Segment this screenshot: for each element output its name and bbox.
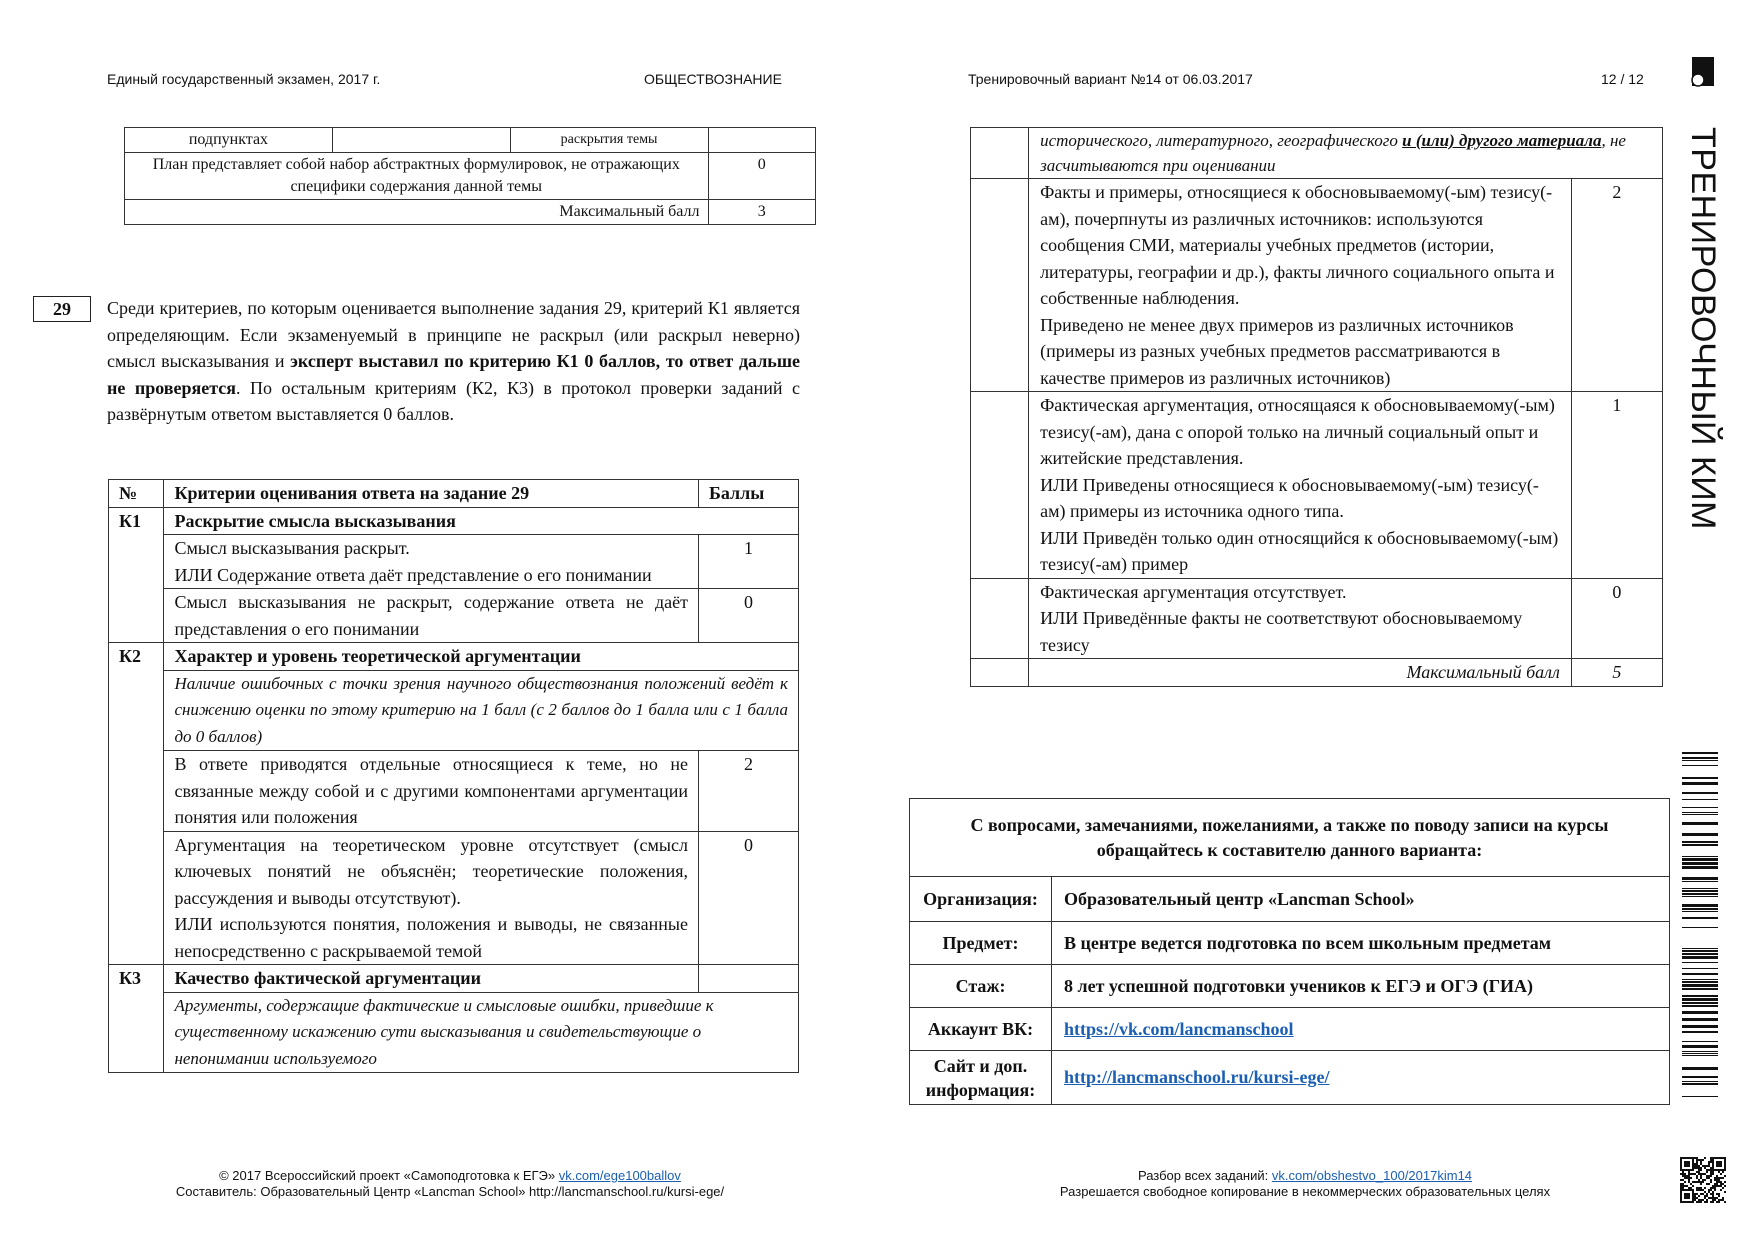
site-value (1052, 1051, 1670, 1105)
k1-row1-text: Смысл высказывания раскрыт. ИЛИ Содержание ответа даёт представление о его понимании (164, 535, 699, 589)
experience-label: Стаж: (910, 965, 1052, 1008)
k3-r1-blank (971, 179, 1029, 392)
cont-cell-4 (708, 128, 816, 153)
k3-note-continued: исторического, литературного, географического и (или) другого материала, не засчитываются при оценивании (1029, 128, 1663, 179)
footer-analysis-link[interactable]: vk.com/obshestvo_100/2017kim14 (1271, 1168, 1473, 1183)
k2-title: Характер и уровень теоретической аргументации (164, 643, 799, 671)
k3-r2-blank (971, 392, 1029, 579)
contact-info-table (909, 798, 1670, 1105)
max-score-label: Максимальный балл (125, 200, 709, 225)
k3-row3-score: 0 (1571, 578, 1662, 659)
k1-code: К1 (109, 507, 164, 643)
site-label: Сайт и доп. информация: (910, 1051, 1052, 1105)
k3-title-score-cell (699, 965, 799, 993)
org-value: Образовательный центр «Lancman School» (1052, 877, 1670, 922)
cont-cell-1: подпунктах (125, 128, 333, 153)
k3-row1-score: 2 (1571, 179, 1662, 392)
plan-abstract-text: План представляет собой набор абстрактных формулировок, не отражающих специфики содержания данной темы (125, 153, 709, 200)
k2-row2-text: Аргументация на теоретическом уровне отсутствует (смысл ключевых понятий не объяснён; теоретические положения, рассуждения и выводы отсутствуют). ИЛИ используются понятия, положения и выводы, не связанные непосредственно с раскрываемой темой (164, 831, 699, 965)
vk-link[interactable]: https://vk.com/lancmanschool (1064, 1018, 1294, 1039)
cont-cell-2 (332, 128, 510, 153)
k3-max-score: 5 (1571, 659, 1662, 687)
subject-value: В центре ведется подготовка по всем школьным предметам (1052, 922, 1670, 965)
task29-text-1: Среди критериев, по которым оценивается выполнение задания 29, критерий К1 является определяющим. Если экзаменуемый в принципе не раскрыл (или раскрыл неверно) смысл высказывания и (107, 298, 800, 371)
k3-code: К3 (109, 965, 164, 1073)
k3-row1-text: Факты и примеры, относящиеся к обосновываемому(-ым) тезису(-ам), почерпнуты из различных источников: используются сообщения СМИ, материалы учебных предметов (истории, литературы, географии и др.), факты личного социального опыта и собственные наблюдения. Приведено не менее двух примеров из различных источников (примеры из разных учебных предметов рассматриваются в качестве примеров из различных источников) (1029, 179, 1572, 392)
k3-cont-blank (971, 128, 1029, 179)
footer-vk-link[interactable]: vk.com/ege100ballov (558, 1168, 681, 1183)
col-score-header: Баллы (699, 480, 799, 508)
col-number-header: № (109, 480, 164, 508)
cont-cell-3: раскрытия темы (510, 128, 708, 153)
subject-label: Предмет: (910, 922, 1052, 965)
task29-instructions (107, 295, 800, 428)
side-label: ТРЕНИРОВОЧНЫЙ КИМ (1684, 127, 1722, 531)
header-exam-title: Единый государственный экзамен, 2017 г. (107, 71, 381, 87)
criteria-table (108, 479, 799, 1073)
footer-left: © 2017 Всероссийский проект «Самоподготовка к ЕГЭ» vk.com/ege100ballov Составитель: Образовательный Центр «Lancman School» http://lancmanschool.ru/kursi-ege/ (175, 1168, 725, 1199)
k3-row2-text: Фактическая аргументация, относящаяся к обосновываемому(-ым) тезису(-ам), дана с опорой только на личный социальный опыт и житейские представления. ИЛИ Приведены относящиеся к обосновываемому(-ым) тезису(-ам) примеры из источника одного типа. ИЛИ Приведён только один относящийся к обосновываемому(-ым) тезису(-ам) пример (1029, 392, 1572, 579)
max-score-value: 3 (708, 200, 816, 225)
k2-note: Наличие ошибочных с точки зрения научного обществознания положений ведёт к снижению оценки по этому критерию на 1 балл (с 2 баллов до 1 балла или с 1 балла до 0 баллов) (164, 670, 799, 751)
task29-text-2: . По остальным критериям (К2, К3) в протокол проверки заданий с развёрнутым ответом выставляется 0 баллов. (107, 377, 800, 424)
k3-row3-text: Фактическая аргументация отсутствует. ИЛИ Приведённые факты не соответствуют обосновываемому тезису (1029, 578, 1572, 659)
plan-abstract-score: 0 (708, 153, 816, 200)
header-variant: Тренировочный вариант №14 от 06.03.2017 (968, 71, 1253, 87)
contact-heading: С вопросами, замечаниями, пожеланиями, а также по поводу записи на курсы обращайтесь к составителю данного варианта: (910, 799, 1670, 877)
k3-row2-score: 1 (1571, 392, 1662, 579)
site-link[interactable]: http://lancmanschool.ru/kursi-ege/ (1064, 1067, 1330, 1087)
task-number-box: 29 (33, 296, 91, 322)
k3-max-blank (971, 659, 1029, 687)
footer-right: Разбор всех заданий: vk.com/obshestvo_100/2017kim14 Разрешается свободное копирование в некоммерческих образовательных целях (1059, 1168, 1551, 1199)
k1-row1-score: 1 (699, 535, 799, 589)
vk-label: Аккаунт ВК: (910, 1008, 1052, 1051)
k1-row2-score: 0 (699, 589, 799, 643)
barcode-icon (1682, 752, 1718, 1100)
k3-continuation-table (970, 127, 1663, 687)
page-number: 12 / 12 (1601, 71, 1644, 87)
org-label: Организация: (910, 877, 1052, 922)
corner-mark-icon (1690, 55, 1716, 88)
task29-text-bold: эксперт выставил по критерию К1 0 баллов, то ответ дальше не проверяется (107, 351, 801, 398)
k3-max-label: Максимальный балл (1029, 659, 1572, 687)
k2-code: К2 (109, 643, 164, 965)
k1-row2-text: Смысл высказывания не раскрыт, содержание ответа не даёт представления о его понимании (164, 589, 699, 643)
qr-code-icon (1680, 1157, 1726, 1203)
col-criteria-header: Критерии оценивания ответа на задание 29 (164, 480, 699, 508)
k3-note: Аргументы, содержащие фактические и смысловые ошибки, приведшие к существенному искажению сути высказывания и свидетельствующие о непонимании используемого (164, 992, 799, 1073)
experience-value: 8 лет успешной подготовки учеников к ЕГЭ и ОГЭ (ГИА) (1052, 965, 1670, 1008)
vk-value (1052, 1008, 1670, 1051)
task28-table (124, 127, 816, 225)
k3-r3-blank (971, 578, 1029, 659)
k2-row1-score: 2 (699, 751, 799, 832)
header-subject: ОБЩЕСТВОЗНАНИЕ (644, 71, 782, 87)
k3-title: Качество фактической аргументации (164, 965, 699, 993)
k1-title: Раскрытие смысла высказывания (164, 507, 799, 535)
k2-row2-score: 0 (699, 831, 799, 965)
k2-row1-text: В ответе приводятся отдельные относящиеся к теме, но не связанные между собой и с другими компонентами аргументации понятия или положения (164, 751, 699, 832)
